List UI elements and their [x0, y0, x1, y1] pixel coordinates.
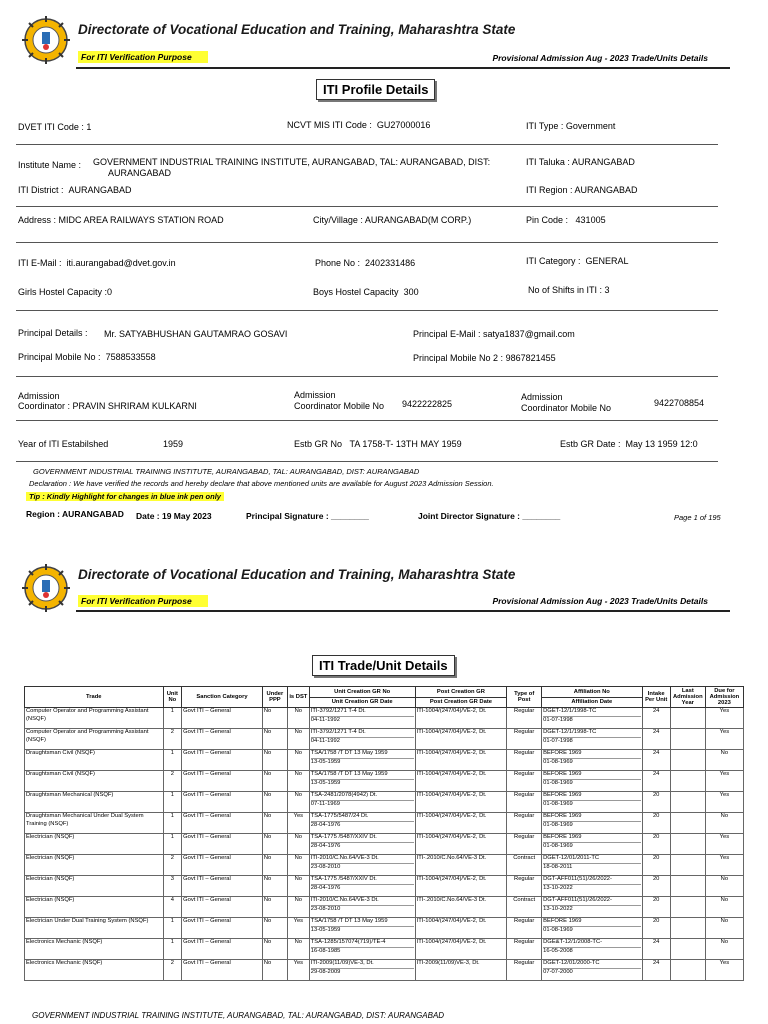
cell-type: Contract: [507, 855, 542, 876]
principal-name: Mr. SATYABHUSHAN GAUTAMRAO GOSAVI: [104, 329, 288, 339]
cell-type: Regular: [507, 729, 542, 750]
cell-sanction: Govt ITI – General: [182, 813, 263, 834]
header-rule: [76, 67, 730, 69]
estb-gr-date-value: May 13 1959 12:0: [625, 439, 698, 449]
cell-due: Yes: [705, 708, 743, 729]
ncvt-code-label: NCVT MIS ITI Code : GU27000016: [287, 120, 431, 130]
col-trade: Trade: [25, 687, 164, 708]
cell-due: Yes: [705, 792, 743, 813]
trade-section-title: ITI Trade/Unit Details: [312, 655, 455, 676]
header-title: Directorate of Vocational Education and Training, Maharashtra State: [78, 22, 516, 37]
cell-aff: DGE&T-12/1/2008-TC- 16-05-2008: [542, 939, 642, 960]
cell-sanction: Govt ITI – General: [182, 939, 263, 960]
iti-email-label: ITI E-Mail : iti.aurangabad@dvet.gov.in: [18, 258, 176, 268]
cell-unit: 1: [163, 813, 182, 834]
dvet-logo: [18, 14, 74, 66]
cell-type: Regular: [507, 771, 542, 792]
iti-district-label: ITI District : AURANGABAD: [18, 185, 132, 195]
cell-sanction: Govt ITI – General: [182, 750, 263, 771]
cell-dst: Yes: [287, 918, 309, 939]
cell-aff: DGET-12/1/1998-TC 01-07-1998: [542, 708, 642, 729]
principal-mobile-label: Principal Mobile No : 7588533558: [18, 352, 156, 362]
footer-page-number: Page 1 of 195: [674, 513, 721, 522]
coordinator-mobile-label: Admission: [294, 390, 336, 400]
cell-trade: Electronics Mechanic (NSQF): [25, 939, 164, 960]
cell-sanction: Govt ITI – General: [182, 771, 263, 792]
table-row: [25, 876, 744, 897]
col-affiliation-date: Affiliation Date: [542, 697, 642, 708]
cell-last: [670, 792, 705, 813]
cell-gr: ITI-2010/C.No.64/VE-3 Dt. 23-08-2010: [309, 897, 415, 918]
cell-unit: 2: [163, 855, 182, 876]
cell-intake: 24: [642, 708, 670, 729]
col-under-ppp: Under PPP: [262, 687, 287, 708]
cell-due: Yes: [705, 855, 743, 876]
cell-sanction: Govt ITI – General: [182, 918, 263, 939]
table-row: [25, 750, 744, 771]
boys-hostel-label: Boys Hostel Capacity 300: [313, 287, 419, 297]
header-title: Directorate of Vocational Education and Training, Maharashtra State: [78, 567, 516, 582]
header-right-text: Provisional Admission Aug - 2023 Trade/Units Details: [492, 596, 708, 606]
cell-sanction: Govt ITI – General: [182, 855, 263, 876]
cell-trade: Electronics Mechanic (NSQF): [25, 960, 164, 981]
footer-region: Region : AURANGABAD: [26, 509, 124, 519]
cell-gr: TSA-1775 /5487/XXIV Dt. 28-04-1976: [309, 834, 415, 855]
cell-aff: BEFORE 1969 01-08-1969: [542, 813, 642, 834]
cell-type: Regular: [507, 918, 542, 939]
cell-post: ITI-1004/(247/04)/VE-2, Dt.: [415, 708, 507, 729]
col-unit-gr-date: Unit Creation GR Date: [309, 697, 415, 708]
profile-section-title: ITI Profile Details: [316, 79, 435, 100]
cell-post: ITI-1004/(247/04)/VE-2, Dt.: [415, 792, 507, 813]
footer-date: Date : 19 May 2023: [136, 511, 212, 521]
cell-type: Regular: [507, 792, 542, 813]
cell-post: ITI-.2010/C.No.64/VE-3 Dt.: [415, 897, 507, 918]
cell-unit: 1: [163, 939, 182, 960]
cell-gr: TSA-1775/5487/24 Dt. 28-04-1976: [309, 813, 415, 834]
cell-intake: 24: [642, 729, 670, 750]
cell-unit: 1: [163, 834, 182, 855]
cell-sanction: Govt ITI – General: [182, 897, 263, 918]
declaration-text: Declaration : We have verified the records and hereby declare that above mentioned units are available for August 2023 Admission Session.: [29, 479, 494, 488]
cell-gr: ITI-2009(11/09)VE-3, Dt. 29-08-2009: [309, 960, 415, 981]
coordinator-mobile-label-2: Coordinator Mobile No: [294, 401, 385, 411]
iti-district-value: AURANGABAD: [68, 185, 132, 195]
iti-category-label: ITI Category : GENERAL: [526, 256, 629, 266]
cell-due: No: [705, 918, 743, 939]
cell-post: ITI-1004/(247/04)/VE-2, Dt.: [415, 939, 507, 960]
iti-region-label: ITI Region : AURANGABAD: [526, 185, 638, 195]
cell-post: ITI-1004/(247/04)/VE-2, Dt.: [415, 729, 507, 750]
address-value: MIDC AREA RAILWAYS STATION ROAD: [58, 215, 224, 225]
cell-last: [670, 855, 705, 876]
iti-type-value: Government: [565, 121, 616, 131]
col-sanction-category: Sanction Category: [182, 687, 263, 708]
trade-table-body: [25, 708, 744, 981]
cell-ppp: No: [262, 708, 287, 729]
cell-intake: 24: [642, 771, 670, 792]
cell-type: Regular: [507, 750, 542, 771]
cell-dst: No: [287, 750, 309, 771]
table-row: [25, 834, 744, 855]
table-row: [25, 708, 744, 729]
cell-gr: ITI-3792/1271 T-4 Dt. 04-11-1992: [309, 708, 415, 729]
cell-gr: TSA-2481/2078(4942) Dt. 07-11-1969: [309, 792, 415, 813]
table-row: [25, 897, 744, 918]
cell-gr: TSA/1758 /T DT 13 May 1959 13-05-1959: [309, 771, 415, 792]
coordinator-mobile2-value: 9422708854: [654, 398, 705, 408]
cell-dst: No: [287, 729, 309, 750]
cell-post: ITI-1004/(247/04)/VE-2, Dt.: [415, 771, 507, 792]
cell-unit: 1: [163, 750, 182, 771]
cell-last: [670, 834, 705, 855]
separator: [16, 242, 718, 243]
footer-jd-signature: Joint Director Signature : ________: [418, 511, 561, 521]
principal-mobile2-label: Principal Mobile No 2 : 9867821455: [413, 353, 556, 363]
phone-value: 2402331486: [365, 258, 416, 268]
cell-type: Regular: [507, 939, 542, 960]
cell-aff: DGT-AFF011(51)/26/2022- 13-10-2022: [542, 876, 642, 897]
col-unit-no: Unit No: [163, 687, 182, 708]
cell-intake: 20: [642, 897, 670, 918]
cell-aff: BEFORE 1969 01-08-1969: [542, 792, 642, 813]
cell-due: No: [705, 876, 743, 897]
cell-unit: 3: [163, 876, 182, 897]
cell-unit: 1: [163, 792, 182, 813]
table-row: [25, 960, 744, 981]
cell-ppp: No: [262, 729, 287, 750]
cell-gr: TSA-1775 /5487/XXIV Dt. 28-04-1976: [309, 876, 415, 897]
cell-due: No: [705, 897, 743, 918]
cell-aff: DGT-AFF011(51)/26/2022- 13-10-2022: [542, 897, 642, 918]
cell-due: Yes: [705, 729, 743, 750]
declaration-tip: Tip : Kindly Highlight for changes in blue ink pen only: [26, 492, 224, 501]
cell-unit: 2: [163, 960, 182, 981]
table-row: [25, 729, 744, 750]
cell-sanction: Govt ITI – General: [182, 792, 263, 813]
cell-aff: DGET-12/01/2000-TC 07-07-2000: [542, 960, 642, 981]
phone-label: Phone No : 2402331486: [315, 258, 416, 268]
cell-intake: 20: [642, 918, 670, 939]
cell-type: Regular: [507, 813, 542, 834]
cell-post: ITI-1004/(247/04)/VE-2, Dt.: [415, 918, 507, 939]
bottom-institute-note: GOVERNMENT INDUSTRIAL TRAINING INSTITUTE, AURANGABAD, TAL: AURANGABAD, DIST: AURANGABAD: [32, 1011, 445, 1020]
cell-ppp: No: [262, 897, 287, 918]
ncvt-code-value: GU27000016: [376, 120, 431, 130]
cell-last: [670, 729, 705, 750]
year-established-label: Year of ITI Estabilshed: [18, 439, 109, 449]
cell-type: Regular: [507, 960, 542, 981]
institute-name-line1: GOVERNMENT INDUSTRIAL TRAINING INSTITUTE, AURANGABAD, TAL: AURANGABAD, DIST:: [93, 157, 491, 167]
cell-ppp: No: [262, 855, 287, 876]
cell-last: [670, 939, 705, 960]
cell-intake: 20: [642, 792, 670, 813]
admission-coordinator-label: Admission: [18, 391, 60, 401]
boys-hostel-value: 300: [403, 287, 419, 297]
cell-dst: No: [287, 834, 309, 855]
shifts-label: No of Shifts in ITI : 3: [528, 285, 610, 295]
cell-trade: Draughtsman Civil (NSQF): [25, 771, 164, 792]
cell-unit: 2: [163, 729, 182, 750]
cell-intake: 20: [642, 834, 670, 855]
estb-gr-label: Estb GR No TA 1758-T- 13TH MAY 1959: [294, 439, 462, 449]
header-right-text: Provisional Admission Aug - 2023 Trade/Units Details: [492, 53, 708, 63]
iti-taluka-label: ITI Taluka : AURANGABAD: [526, 157, 635, 167]
cell-last: [670, 750, 705, 771]
cell-intake: 20: [642, 855, 670, 876]
cell-type: Contract: [507, 897, 542, 918]
cell-due: No: [705, 939, 743, 960]
cell-intake: 24: [642, 960, 670, 981]
cell-post: ITI-1004/(247/04)/VE-2, Dt.: [415, 876, 507, 897]
cell-ppp: No: [262, 834, 287, 855]
cell-trade: Computer Operator and Programming Assistant (NSQF): [25, 729, 164, 750]
cell-trade: Draughtsman Mechanical (NSQF): [25, 792, 164, 813]
cell-ppp: No: [262, 918, 287, 939]
col-due-admission: Due for Admission 2023: [705, 687, 743, 708]
col-is-dst: is DST: [287, 687, 309, 708]
estb-gr-value: TA 1758-T- 13TH MAY 1959: [349, 439, 462, 449]
cell-aff: DGET-12/01/2011-TC 18-08-2011: [542, 855, 642, 876]
separator: [16, 376, 718, 377]
iti-taluka-value: AURANGABAD: [571, 157, 635, 167]
girls-hostel-value: 0: [107, 287, 113, 297]
table-row: [25, 771, 744, 792]
separator: [16, 461, 718, 462]
coordinator-mobile2-label: Admission: [521, 392, 563, 402]
cell-post: ITI-1004/(247/04)/VE-2, Dt.: [415, 834, 507, 855]
cell-aff: BEFORE 1969 01-08-1969: [542, 771, 642, 792]
cell-intake: 20: [642, 876, 670, 897]
cell-due: Yes: [705, 834, 743, 855]
cell-trade: Electrician Under Dual Training System (NSQF): [25, 918, 164, 939]
city-label: City/Village : AURANGABAD(M CORP.): [313, 215, 472, 225]
principal-mobile-value: 7588533558: [105, 352, 156, 362]
cell-type: Regular: [507, 834, 542, 855]
cell-intake: 24: [642, 750, 670, 771]
cell-trade: Electrician (NSQF): [25, 876, 164, 897]
cell-sanction: Govt ITI – General: [182, 876, 263, 897]
col-post-gr: Post Creation GR: [415, 687, 507, 698]
cell-aff: DGET-12/1/1998-TC 01-07-1998: [542, 729, 642, 750]
girls-hostel-label: Girls Hostel Capacity :0: [18, 287, 113, 297]
dvet-code-label: DVET ITI Code : 1: [18, 122, 92, 132]
pin-code-value: 431005: [575, 215, 606, 225]
cell-trade: Draughtsman Mechanical Under Dual System Training (NSQF): [25, 813, 164, 834]
cell-due: Yes: [705, 960, 743, 981]
cell-due: No: [705, 750, 743, 771]
cell-aff: BEFORE 1969 01-08-1969: [542, 750, 642, 771]
cell-type: Regular: [507, 876, 542, 897]
cell-ppp: No: [262, 750, 287, 771]
dvet-logo: [18, 562, 74, 614]
cell-sanction: Govt ITI – General: [182, 708, 263, 729]
table-row: [25, 855, 744, 876]
cell-gr: TSA/1758 /T DT 13 May 1959 13-05-1959: [309, 750, 415, 771]
cell-dst: No: [287, 897, 309, 918]
cell-due: Yes: [705, 771, 743, 792]
col-post-gr-date: Post Creation GR Date: [415, 697, 507, 708]
cell-ppp: No: [262, 792, 287, 813]
cell-last: [670, 960, 705, 981]
cell-due: No: [705, 813, 743, 834]
shifts-value: 3: [604, 285, 610, 295]
col-intake: Intake Per Unit: [642, 687, 670, 708]
institute-name-label: Institute Name :: [18, 160, 82, 170]
cell-post: ITI-2009(11/09)VE-3, Dt.: [415, 960, 507, 981]
cell-last: [670, 897, 705, 918]
cell-sanction: Govt ITI – General: [182, 960, 263, 981]
header-verification-highlight: For ITI Verification Purpose: [78, 51, 208, 63]
cell-dst: No: [287, 708, 309, 729]
cell-unit: 1: [163, 918, 182, 939]
city-value: AURANGABAD(M CORP.): [364, 215, 472, 225]
year-established-value: 1959: [163, 439, 184, 449]
cell-trade: Computer Operator and Programming Assistant (NSQF): [25, 708, 164, 729]
cell-trade: Electrician (NSQF): [25, 855, 164, 876]
cell-intake: 20: [642, 813, 670, 834]
dvet-code-value: 1: [86, 122, 92, 132]
cell-dst: No: [287, 939, 309, 960]
cell-dst: Yes: [287, 960, 309, 981]
cell-last: [670, 876, 705, 897]
principal-details-label: Principal Details :: [18, 328, 88, 338]
cell-trade: Electrician (NSQF): [25, 834, 164, 855]
coordinator-mobile-value: 9422222825: [402, 399, 453, 409]
separator: [16, 420, 718, 421]
cell-gr: TSA-1285/157074(719)/TE-4 16-08-1985: [309, 939, 415, 960]
cell-gr: ITI-3792/1271 T-4 Dt. 04-11-1992: [309, 729, 415, 750]
cell-ppp: No: [262, 771, 287, 792]
iti-category-value: GENERAL: [585, 256, 629, 266]
cell-last: [670, 771, 705, 792]
admission-coordinator-value: PRAVIN SHRIRAM KULKARNI: [72, 401, 197, 411]
table-row: [25, 939, 744, 960]
cell-trade: Electrician (NSQF): [25, 897, 164, 918]
cell-unit: 4: [163, 897, 182, 918]
cell-dst: No: [287, 855, 309, 876]
separator: [16, 206, 718, 207]
cell-post: ITI-1004/(247/04)/VE-2, Dt.: [415, 813, 507, 834]
iti-type-label: ITI Type : Government: [526, 121, 616, 131]
cell-dst: No: [287, 876, 309, 897]
cell-dst: Yes: [287, 813, 309, 834]
cell-intake: 24: [642, 939, 670, 960]
address-label: Address : MIDC AREA RAILWAYS STATION ROAD: [18, 215, 224, 225]
cell-ppp: No: [262, 813, 287, 834]
table-row: [25, 918, 744, 939]
cell-gr: ITI-2010/C.No.64/VE-3 Dt. 23-08-2010: [309, 855, 415, 876]
pin-code-label: Pin Code : 431005: [526, 215, 606, 225]
cell-post: ITI-.2010/C.No.64/VE-3 Dt.: [415, 855, 507, 876]
cell-aff: BEFORE 1969 01-08-1969: [542, 834, 642, 855]
separator: [16, 310, 718, 311]
separator: [16, 144, 718, 145]
cell-gr: TSA/1758 /T DT 13 May 1959 13-05-1959: [309, 918, 415, 939]
admission-coordinator-label-2: Coordinator : PRAVIN SHRIRAM KULKARNI: [18, 401, 197, 411]
trade-unit-table: [24, 686, 744, 981]
cell-last: [670, 918, 705, 939]
cell-sanction: Govt ITI – General: [182, 729, 263, 750]
cell-last: [670, 708, 705, 729]
col-affiliation-no: Affiliation No: [542, 687, 642, 698]
cell-sanction: Govt ITI – General: [182, 834, 263, 855]
institute-name-line2: AURANGABAD: [108, 168, 172, 178]
iti-region-value: AURANGABAD: [574, 185, 638, 195]
cell-aff: BEFORE 1969 01-08-1969: [542, 918, 642, 939]
declaration-institute: GOVERNMENT INDUSTRIAL TRAINING INSTITUTE, AURANGABAD, TAL: AURANGABAD, DIST: AURANGABAD: [33, 467, 420, 476]
estb-gr-date-label: Estb GR Date : May 13 1959 12:0: [560, 439, 698, 449]
cell-ppp: No: [262, 939, 287, 960]
header-verification-highlight: For ITI Verification Purpose: [78, 595, 208, 607]
col-unit-gr-no: Unit Creation GR No: [309, 687, 415, 698]
principal-mobile2-value: 9867821455: [505, 353, 556, 363]
cell-trade: Draughtsman Civil (NSQF): [25, 750, 164, 771]
col-type-of-post: Type of Post: [507, 687, 542, 708]
iti-email-value: iti.aurangabad@dvet.gov.in: [66, 258, 176, 268]
cell-unit: 1: [163, 708, 182, 729]
cell-ppp: No: [262, 960, 287, 981]
cell-dst: No: [287, 771, 309, 792]
principal-email-value: satya1837@gmail.com: [483, 329, 575, 339]
header-rule: [76, 610, 730, 612]
coordinator-mobile2-label-2: Coordinator Mobile No: [521, 403, 612, 413]
table-row: [25, 813, 744, 834]
principal-email-label: Principal E-Mail : satya1837@gmail.com: [413, 329, 575, 339]
table-row: [25, 792, 744, 813]
footer-principal-signature: Principal Signature : ________: [246, 511, 369, 521]
cell-dst: No: [287, 792, 309, 813]
cell-type: Regular: [507, 708, 542, 729]
col-last-admission: Last Admission Year: [670, 687, 705, 708]
cell-last: [670, 813, 705, 834]
cell-unit: 2: [163, 771, 182, 792]
cell-ppp: No: [262, 876, 287, 897]
cell-post: ITI-1004/(247/04)/VE-2, Dt.: [415, 750, 507, 771]
